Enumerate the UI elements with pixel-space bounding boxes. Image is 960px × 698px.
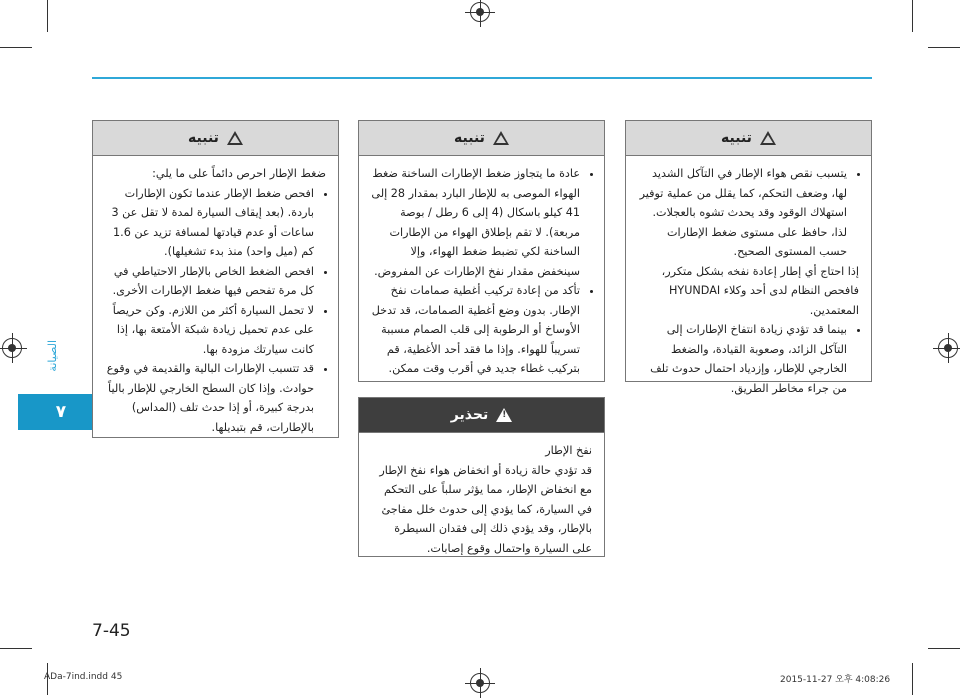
caution-text: ضغط الإطار احرص دائماً على ما يلي: — [152, 167, 326, 180]
header-rule — [92, 77, 872, 79]
caution-item: • عادة ما يتجاوز ضغط الإطارات الساخنة ضغط الهواء الموصى به للإطار البارد بمقدار 28 إلى 41 كيلو باسكال (4 إلى 6 رطل / بوصة مربعة). لا تقم بإطلاق الهواء من الإطارات الساخنة لكي تضبط ضغط الهواء، وإلا سينخفض مقدار نفخ الإطارات عن المفروض. — [371, 164, 580, 281]
chapter-tab: ٧ — [18, 394, 104, 430]
caution-box-left — [92, 120, 339, 438]
registration-mark-icon — [470, 2, 490, 22]
timestamp: 2015-11-27 오후 4:08:26 — [780, 675, 891, 685]
caution-body — [93, 156, 338, 445]
caution-header — [626, 121, 871, 156]
caution-icon — [760, 131, 776, 145]
caution-item: • بينما قد تؤدي زيادة انتفاخ الإطارات إلى التآكل الزائد، وصعوبة القيادة، والضغط الخارجي للإطار، وإزدياد احتمال حدوث تلف من جراء مخاطر الطريق. — [638, 320, 847, 398]
crop-mark — [912, 0, 913, 32]
warning-title: تحذير — [450, 407, 489, 423]
crop-mark — [912, 663, 913, 695]
caution-item: • افحص الضغط الخاص بالإطار الاحتياطي في كل مرة تفحص فيها ضغط الإطارات الأخرى. — [105, 262, 314, 301]
registration-mark-icon — [470, 673, 490, 693]
crop-mark — [0, 648, 32, 649]
caution-item: • تأكد من إعادة تركيب أغطية صمامات نفخ الإطار. بدون وضع أغطية الصمامات، قد تدخل الأوساخ أو الرطوبة إلى قلب الصمام مسببة تسريباً للهواء. وإذا ما فقد أحد الأغطية، قم بتركيب غطاء جديد في أقرب وقت ممكن. — [371, 281, 580, 379]
warning-icon — [496, 408, 512, 422]
caution-body — [359, 156, 604, 387]
caution-text: إذا احتاج أي إطار إعادة نفخه بشكل متكرر، فافحص النظام لدى أحد وكلاء HYUNDAI المعتمدين. — [661, 264, 859, 317]
warning-box — [358, 397, 605, 557]
caution-box-right — [625, 120, 872, 395]
warning-heading: نفخ الإطار — [545, 444, 592, 457]
warning-text: قد تؤدي حالة زيادة أو انخفاض هواء نفخ الإطار مع انخفاض الإطار، مما يؤثر سلباً على التحكم في السيارة، كما يؤدي إلى حدوث خلل مفاجئ بالإطار، وقد يؤدي ذلك إلى فقدان السيطرة على السيارة واحتمال وقوع إصابات. — [379, 463, 592, 555]
registration-mark-icon — [2, 338, 22, 358]
page-number: 7-45 — [92, 621, 131, 641]
warning-header — [359, 398, 604, 433]
caution-icon — [227, 131, 243, 145]
caution-body — [626, 156, 871, 406]
caution-item: • لا تحمل السيارة أكثر من اللازم. وكن حريصاً على عدم تحميل زيادة شبكة الأمتعة بها، إذا كانت سيارتك مزودة بها. — [105, 301, 314, 360]
caution-item: • قد تتسبب الإطارات البالية والقديمة في وقوع حوادث. وإذا كان السطح الخارجي للإطار بالياً بدرجة كبيرة، أو إذا حدث تلف (المداس) بالإطارات، قم بتبديلها. — [105, 359, 314, 437]
crop-mark — [47, 0, 48, 32]
caution-item: • افحص ضغط الإطار عندما تكون الإطارات باردة. (بعد إيقاف السيارة لمدة لا تقل عن 3 ساعات أو عدم قيادتها لمسافة تزيد عن 1.6 كم (ميل واحد) منذ بدء تشغيلها). — [105, 184, 314, 262]
file-info: ADa-7ind.indd 45 — [44, 672, 123, 682]
warning-body — [359, 433, 604, 566]
caution-header — [93, 121, 338, 156]
caution-title: تنبيه — [721, 130, 752, 146]
crop-mark — [0, 47, 32, 48]
caution-title: تنبيه — [188, 130, 219, 146]
caution-title: تنبيه — [454, 130, 485, 146]
registration-mark-icon — [938, 338, 958, 358]
caution-item: • يتسبب نقص هواء الإطار في التآكل الشديد لها، وضعف التحكم، كما يقلل من عملية توفير استهلاك الوقود وقد يحدث تشوه بالعجلات. لذا، حافظ على مستوى ضغط الإطارات حسب المستوى الصحيح. — [638, 164, 847, 262]
caution-icon — [493, 131, 509, 145]
section-label: الصيانة — [46, 340, 59, 372]
crop-mark — [928, 648, 960, 649]
caution-box-middle — [358, 120, 605, 382]
crop-mark — [928, 47, 960, 48]
caution-header — [359, 121, 604, 156]
